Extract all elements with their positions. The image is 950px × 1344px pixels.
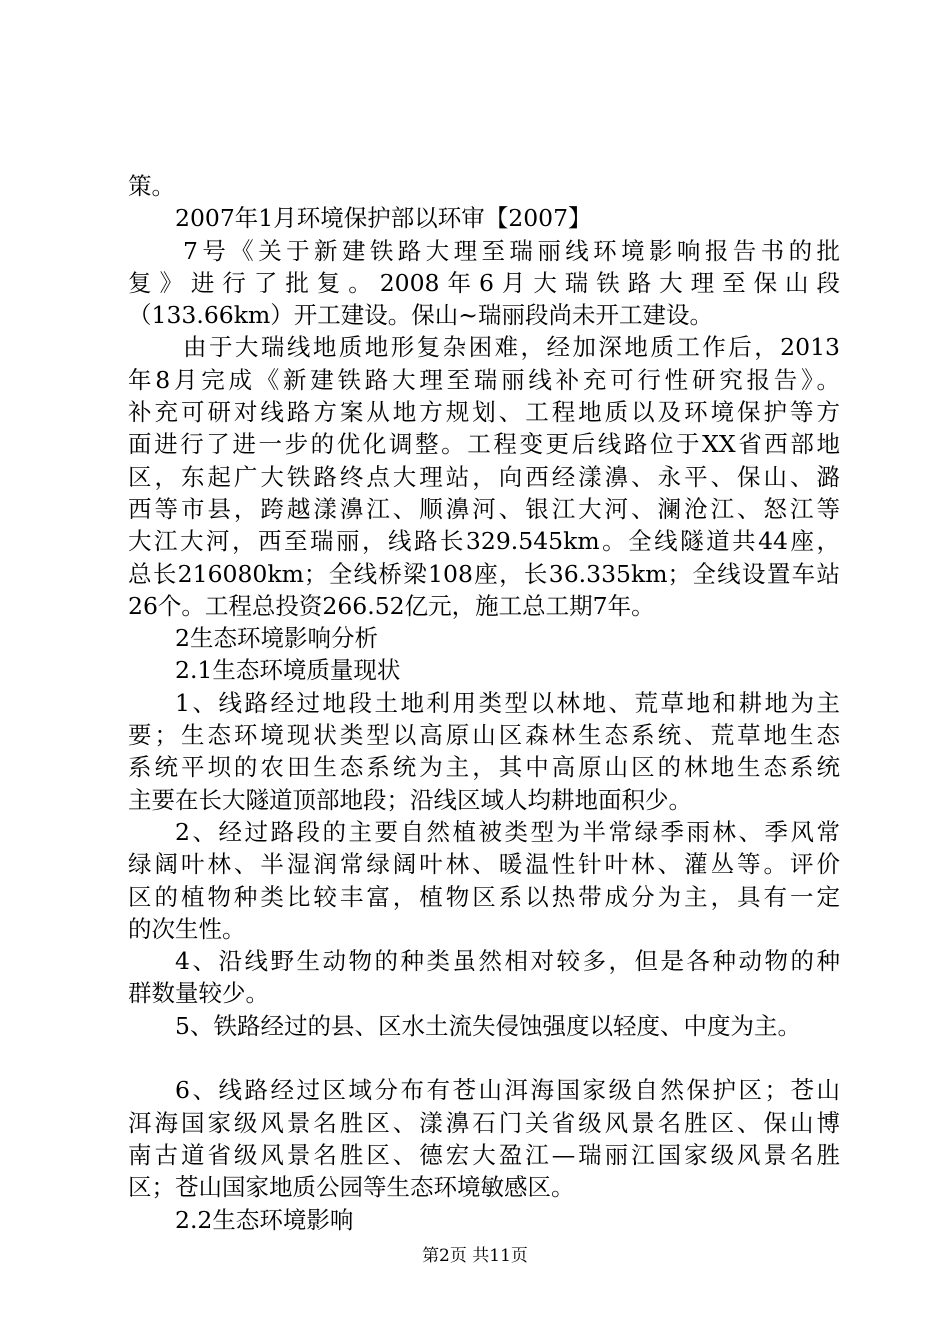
text-line: 2007年1月环境保护部以环审【2007】 xyxy=(175,204,592,233)
text-line: 系统平坝的农田生态系统为主，其中高原山区的林地生态系统 xyxy=(128,753,840,782)
text-line: 大江大河，西至瑞丽，线路长329.545km。全线隧道共44座， xyxy=(128,527,840,556)
text-line: 1、线路经过地段土地利用类型以林地、荒草地和耕地为主 xyxy=(175,688,840,717)
text-line: 2.1生态环境质量现状 xyxy=(175,656,401,685)
text-line: 群数量较少。 xyxy=(128,979,269,1008)
text-line: 总长216080km；全线桥梁108座，长36.335km；全线设置车站 xyxy=(128,559,840,588)
text-line: 4、沿线野生动物的种类虽然相对较多，但是各种动物的种 xyxy=(175,947,840,976)
text-line: 南古道省级风景名胜区、德宏大盈江—瑞丽江国家级风景名胜 xyxy=(128,1140,840,1169)
page-footer: 第2页 共11页 xyxy=(422,1246,528,1266)
text-line: 策。 xyxy=(128,172,175,200)
text-line: 区的植物种类比较丰富，植物区系以热带成分为主，具有一定 xyxy=(128,882,840,911)
text-line: 6、线路经过区域分布有苍山洱海国家级自然保护区；苍山 xyxy=(175,1076,840,1105)
paragraph-gap xyxy=(128,1042,840,1074)
text-line: 面进行了进一步的优化调整。工程变更后线路位于XX省西部地 xyxy=(128,430,840,459)
text-line: 2.2生态环境影响 xyxy=(175,1205,354,1234)
text-line: 主要在长大隧道顶部地段；沿线区域人均耕地面积少。 xyxy=(128,785,692,814)
text-line: 7号《关于新建铁路大理至瑞丽线环境影响报告书的批 xyxy=(183,236,840,265)
text-line: 洱海国家级风景名胜区、漾濞石门关省级风景名胜区、保山博 xyxy=(128,1108,840,1137)
text-line: 年8月完成《新建铁路大理至瑞丽线补充可行性研究报告》。 xyxy=(128,365,840,394)
text-line: 区，东起广大铁路终点大理站，向西经漾濞、永平、保山、潞 xyxy=(128,462,840,491)
text-line: 2生态环境影响分析 xyxy=(175,624,378,653)
text-line: 5、铁路经过的县、区水土流失侵蚀强度以轻度、中度为主。 xyxy=(175,1011,801,1040)
text-line: 26个。工程总投资266.52亿元，施工总工期7年。 xyxy=(128,591,655,620)
text-line: （133.66km）开工建设。保山~瑞丽段尚未开工建设。 xyxy=(128,301,713,330)
text-line: 西等市县，跨越漾濞江、顺濞河、银江大河、澜沧江、怒江等 xyxy=(128,494,840,523)
document-body xyxy=(128,170,840,1236)
text-line: 绿阔叶林、半湿润常绿阔叶林、暖温性针叶林、灌丛等。评价 xyxy=(128,850,840,879)
text-line: 复》进行了批复。2008年6月大瑞铁路大理至保山段 xyxy=(128,268,840,297)
text-line: 2、经过路段的主要自然植被类型为半常绿季雨林、季风常 xyxy=(175,817,840,846)
text-line: 区；苍山国家地质公园等生态环境敏感区。 xyxy=(128,1173,575,1202)
text-line: 要；生态环境现状类型以高原山区森林生态系统、荒草地生态 xyxy=(128,721,840,750)
text-line: 由于大瑞线地质地形复杂困难，经加深地质工作后，2013 xyxy=(183,333,840,362)
text-line: 补充可研对线路方案从地方规划、工程地质以及环境保护等方 xyxy=(128,398,840,427)
text-line: 的次生性。 xyxy=(128,914,246,943)
